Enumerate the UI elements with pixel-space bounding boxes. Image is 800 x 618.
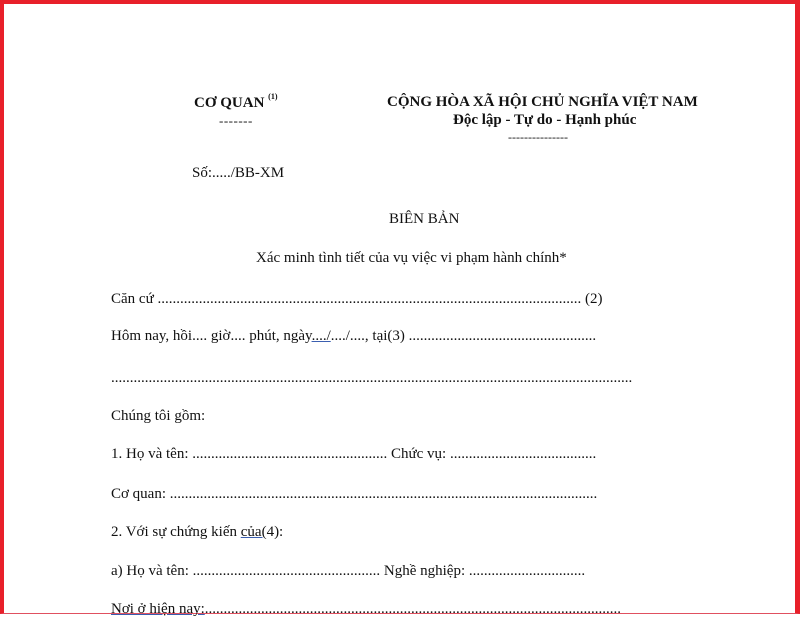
witness-underlined: của( bbox=[240, 524, 267, 540]
document-subtitle: Xác minh tình tiết của vụ việc vi phạm hành chính* bbox=[256, 250, 567, 266]
national-title: CỘNG HÒA XÃ HỘI CHỦ NGHĨA VIỆT NAM bbox=[387, 94, 698, 110]
continuation-dots-line: ........................................................................................................................................... bbox=[111, 370, 633, 386]
day-placeholder: ..../ bbox=[311, 328, 331, 344]
witness-residence bbox=[111, 601, 621, 618]
residence-dots: ............................................................................................................... bbox=[204, 601, 622, 617]
document-title: BIÊN BẢN bbox=[389, 211, 460, 227]
agency-label bbox=[194, 94, 278, 112]
date-time-location-line bbox=[111, 328, 596, 345]
agency-separator: ------- bbox=[219, 113, 253, 128]
document-number: Số:...../BB-XM bbox=[192, 165, 285, 181]
witness-suffix: 4): bbox=[266, 524, 284, 540]
members-heading: Chúng tôi gồm: bbox=[111, 408, 206, 424]
residence-label: Nơi ở hiện nay: bbox=[111, 601, 205, 617]
agency-footnote: (1) bbox=[268, 92, 278, 101]
date-location-suffix: ..../...., tại(3) .................................................. bbox=[330, 328, 597, 344]
witness-a-name-occupation: a) Họ và tên: .................................................. Nghề nghiệp: ............................... bbox=[111, 563, 586, 579]
member-1-agency: Cơ quan: .................................................................................................................. bbox=[111, 486, 598, 502]
basis-line: Căn cứ ................................................................................................................. (2) bbox=[111, 291, 603, 307]
date-time-prefix: Hôm nay, hồi.... giờ.... phút, ngày bbox=[111, 328, 312, 344]
witness-heading bbox=[111, 524, 283, 541]
witness-prefix: 2. Với sự chứng kiến bbox=[111, 524, 241, 540]
motto-separator: --------------- bbox=[508, 130, 568, 144]
national-motto: Độc lập - Tự do - Hạnh phúc bbox=[453, 112, 637, 128]
agency-text: CƠ QUAN bbox=[194, 95, 265, 111]
member-1-name-position: 1. Họ và tên: .................................................... Chức vụ: ....................................... bbox=[111, 446, 597, 462]
